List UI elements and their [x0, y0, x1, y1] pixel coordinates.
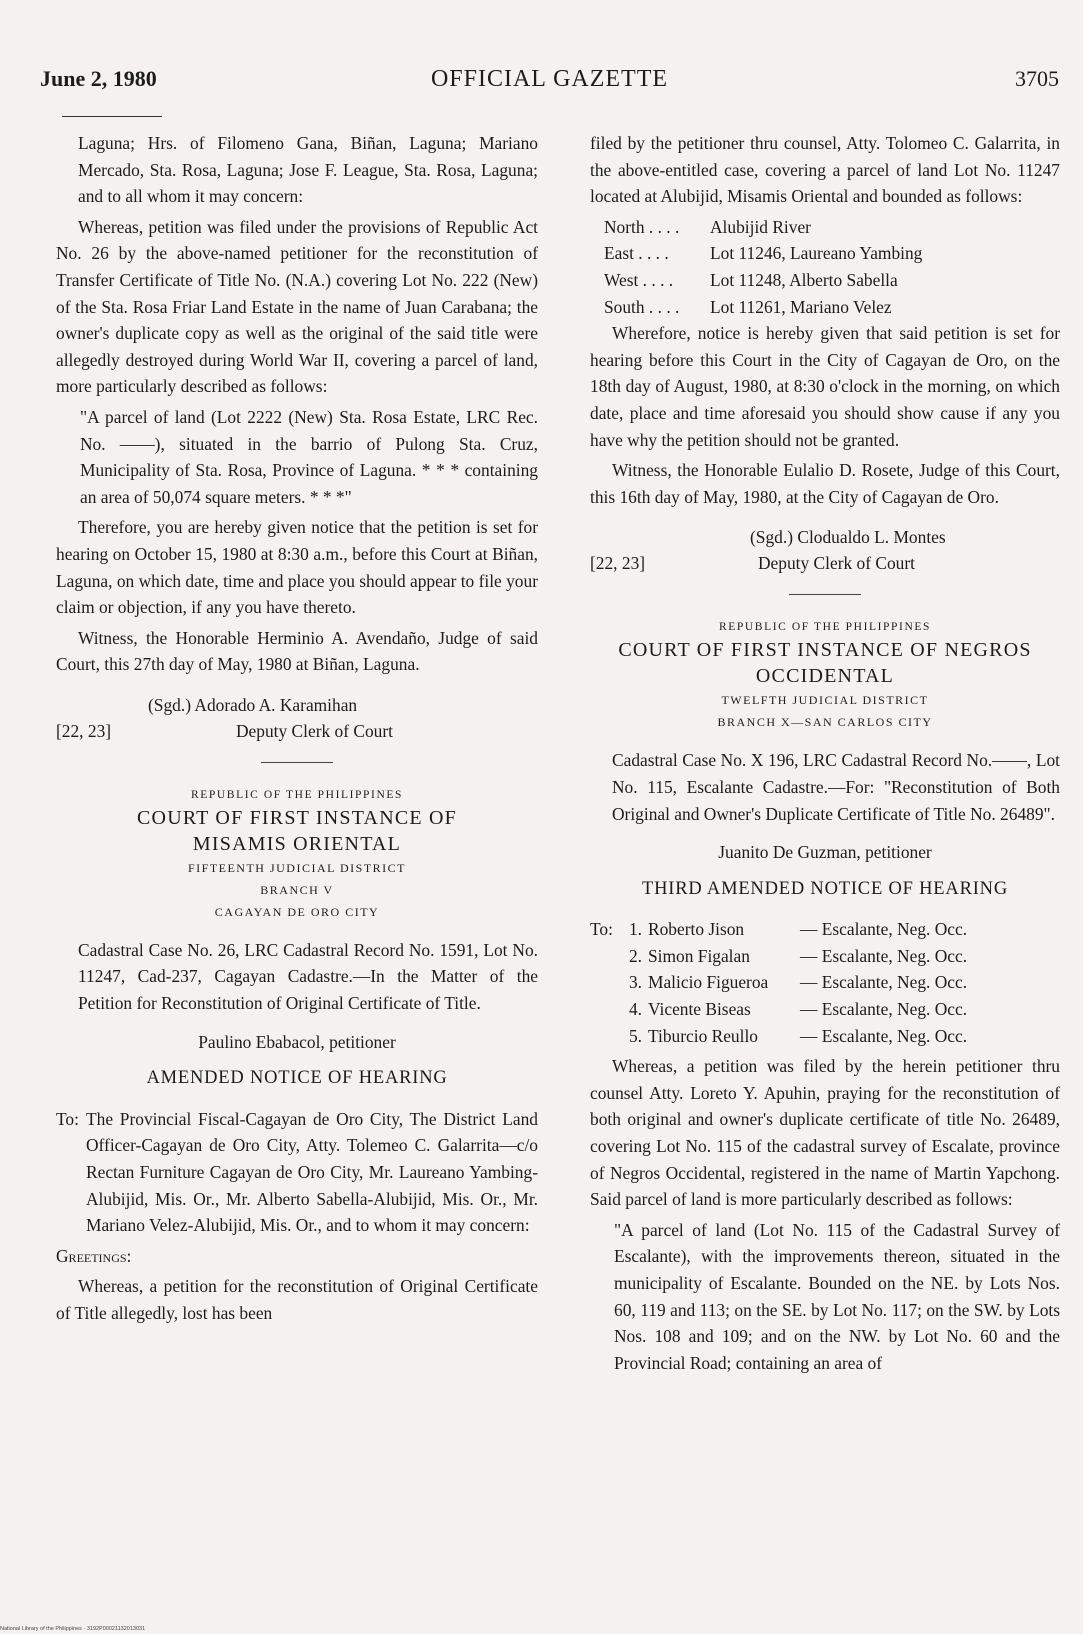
scan-footer: National Library of the Philippines · 3192P00021132013031	[0, 1626, 146, 1632]
publication-title: OFFICIAL GAZETTE	[430, 66, 669, 92]
boundary-description: Lot 11261, Mariano Velez	[710, 296, 892, 317]
header-rule	[62, 116, 162, 117]
addressee-row	[620, 916, 1060, 943]
addressee-name: Simon Figalan	[648, 945, 750, 966]
boundary-description: Lot 11248, Alberto Sabella	[710, 269, 898, 290]
petitioner-name: Paulino Ebabacol, petitioner	[198, 1031, 396, 1052]
boundary-direction: East . . . .	[604, 243, 669, 264]
greetings: Greetings:	[56, 1245, 132, 1266]
court-name-line2: MISAMIS ORIENTAL	[192, 832, 402, 855]
notice-title: THIRD AMENDED NOTICE OF HEARING	[641, 878, 1008, 899]
whereas-paragraph: Whereas, petition was filed under the provisions of Republic Act No. 26 by the above-named petitioner for the reconstitution of Transfer Certificate of Title No. (N.A.) covering Lot No. 222 (New) of the Sta. Rosa Friar Land Estate in the name of Juan Carabana; the owner's duplicate copy as well as the original of the said title were allegedly destroyed during World War II, covering a parcel of land, more particularly described as follows:	[56, 216, 538, 397]
court-name-line1: COURT OF FIRST INSTANCE OF NEGROS	[618, 639, 1032, 662]
boundaries-list	[590, 214, 1060, 320]
section-divider	[261, 762, 333, 763]
witness-paragraph: Witness, the Honorable Eulalio D. Rosete, Judge of this Court, this 16th day of May, 1980, at the City of Cagayan de Oro.	[590, 460, 1060, 507]
court-branch: BRANCH V	[260, 882, 334, 897]
right-column	[590, 130, 1060, 1380]
page-number: 3705	[1015, 66, 1059, 91]
boundary-direction: South . . . .	[604, 296, 680, 317]
left-column	[56, 130, 538, 1331]
addressee-row	[620, 969, 1060, 996]
addressee-number: 1.	[628, 919, 642, 940]
court-name-line1: COURT OF FIRST INSTANCE OF	[137, 806, 457, 829]
boundary-row	[604, 214, 1060, 241]
issue-reference: [22, 23]	[590, 553, 646, 574]
addressee-name: Tiburcio Reullo	[648, 1025, 758, 1046]
issue-date: June 2, 1980	[40, 66, 157, 91]
addressee-number: 2.	[628, 945, 642, 966]
boundary-row	[604, 240, 1060, 267]
boundary-row	[604, 294, 1060, 321]
addressee-row	[620, 1023, 1060, 1050]
addressee-block	[56, 1106, 538, 1239]
petition-continued: filed by the petitioner thru counsel, Atty. Tolomeo C. Galarrita, in the above-entitled case, covering a parcel of land Lot No. 11247 located at Alubijid, Misamis Oriental and bounded as follows:	[590, 133, 1060, 207]
court-branch: BRANCH X—SAN CARLOS CITY	[717, 715, 933, 730]
addressee-place: — Escalante, Neg. Occ.	[800, 972, 968, 993]
issue-reference: [22, 23]	[56, 720, 112, 741]
addressee-place: — Escalante, Neg. Occ.	[800, 999, 968, 1020]
addressee-number: 5.	[628, 1025, 642, 1046]
addressee-block	[590, 916, 1060, 1049]
boundary-description: Lot 11246, Laureano Yambing	[710, 243, 923, 264]
addressee-number: 4.	[628, 999, 642, 1020]
addressees-continued: Laguna; Hrs. of Filomeno Gana, Biñan, Laguna; Mariano Mercado, Sta. Rosa, Laguna; Jose F. League, Sta. Rosa, Laguna; and to all whom it may concern:	[78, 133, 538, 207]
addressee-number: 3.	[628, 972, 642, 993]
signature-block	[590, 524, 1060, 580]
whereas-start: Whereas, a petition for the reconstitution of Original Certificate of Title allegedly, lost has been	[56, 1276, 538, 1323]
case-title: Cadastral Case No. 26, LRC Cadastral Record No. 1591, Lot No. 11247, Cad-237, Cagayan Cadastre.—In the Matter of the Petition for Reconstitution of Original Certificate of Title.	[78, 939, 538, 1014]
court-city: CAGAYAN DE ORO CITY	[214, 904, 380, 919]
wherefore-paragraph: Wherefore, notice is hereby given that said petition is set for hearing before this Court in the City of Cagayan de Oro, on the 18th day of August, 1980, at 8:30 o'clock in the morning, on which date, place and time aforesaid you should show cause if any you have why the petition should not be granted.	[590, 323, 1060, 450]
republic-heading: REPUBLIC OF THE PHILIPPINES	[191, 788, 403, 801]
addressee-row	[620, 996, 1060, 1023]
boundary-direction: North . . . .	[604, 216, 680, 237]
court-name-line2: OCCIDENTAL	[755, 665, 895, 688]
judicial-district: TWELFTH JUDICIAL DISTRICT	[721, 693, 929, 708]
republic-heading: REPUBLIC OF THE PHILIPPINES	[719, 621, 931, 634]
addressee-name: Vicente Biseas	[648, 999, 751, 1020]
signatory-position: Deputy Clerk of Court	[236, 720, 393, 741]
boundary-row	[604, 267, 1060, 294]
petitioner-name: Juanito De Guzman, petitioner	[718, 842, 932, 863]
notice-title: AMENDED NOTICE OF HEARING	[146, 1068, 448, 1089]
case-title: Cadastral Case No. X 196, LRC Cadastral Record No.——, Lot No. 115, Escalante Cadastre.—For: "Reconstitution of Both Original and Owner's Duplicate Certificate of Title No. 26489".	[612, 750, 1060, 824]
signatory: (Sgd.) Clodualdo L. Montes	[750, 527, 946, 548]
boundary-direction: West . . . .	[604, 269, 674, 290]
witness-paragraph: Witness, the Honorable Herminio A. Avendaño, Judge of said Court, this 27th day of May, 1980 at Biñan, Laguna.	[56, 627, 538, 675]
section-divider	[789, 594, 861, 595]
land-description-quote: "A parcel of land (Lot 2222 (New) Sta. Rosa Estate, LRC Rec. No. ——), situated in the barrio of Pulong Sta. Cruz, Municipality of Sta. Rosa, Province of Laguna. * * * containing an area of 50,074 square meters. * * *"	[80, 406, 538, 507]
addressee-name: Roberto Jison	[648, 919, 745, 940]
judicial-district: FIFTEENTH JUDICIAL DISTRICT	[187, 860, 407, 875]
signature-block	[56, 692, 538, 748]
to-label: To:	[56, 1108, 79, 1129]
addressee-place: — Escalante, Neg. Occ.	[800, 919, 968, 940]
addressee-row	[620, 943, 1060, 970]
signatory: (Sgd.) Adorado A. Karamihan	[148, 694, 358, 715]
addressee-place: — Escalante, Neg. Occ.	[800, 1025, 968, 1046]
whereas-paragraph: Whereas, a petition was filed by the herein petitioner thru counsel Atty. Loreto Y. Apuhin, praying for the reconstitution of both original and owner's duplicate certificate of title No. 26489, covering Lot No. 115 of the cadastral survey of Escalate, province of Negros Occidental, registered in the name of Martin Yapchong. Said parcel of land is more particularly described as follows:	[590, 1056, 1060, 1210]
page-header	[40, 66, 1059, 106]
addressee-list	[620, 916, 1060, 1049]
to-label: To:	[590, 919, 613, 940]
addressee-name: Malicio Figueroa	[648, 972, 769, 993]
addressee-place: — Escalante, Neg. Occ.	[800, 945, 968, 966]
land-description-quote: "A parcel of land (Lot No. 115 of the Cadastral Survey of Escalante), with the improvements thereon, situated in the municipality of Escalante. Bounded on the NE. by Lots Nos. 60, 119 and 113; on the SE. by Lot No. 117; on the SW. by Lots Nos. 108 and 109; and on the NW. by Lot No. 60 and the Provincial Road; containing an area of	[614, 1219, 1060, 1373]
boundary-description: Alubijid River	[710, 216, 811, 237]
signatory-position: Deputy Clerk of Court	[758, 553, 915, 574]
therefore-paragraph: Therefore, you are hereby given notice that the petition is set for hearing on October 15, 1980 at 8:30 a.m., before this Court at Biñan, Laguna, on which date, time and place you should appear to file your claim or objection, if any you have thereto.	[56, 517, 538, 618]
addressee-text: The Provincial Fiscal-Cagayan de Oro City, The District Land Officer-Cagayan de Oro City, Atty. Tolemeo C. Galarrita—c/o Rectan Furniture Cagayan de Oro City, Mr. Laureano Yambing-Alubijid, Mis. Or., Mr. Alberto Sabella-Alubijid, Mis. Or., Mr. Mariano Velez-Alubijid, Mis. Or., and to whom it may concern:	[86, 1108, 538, 1236]
